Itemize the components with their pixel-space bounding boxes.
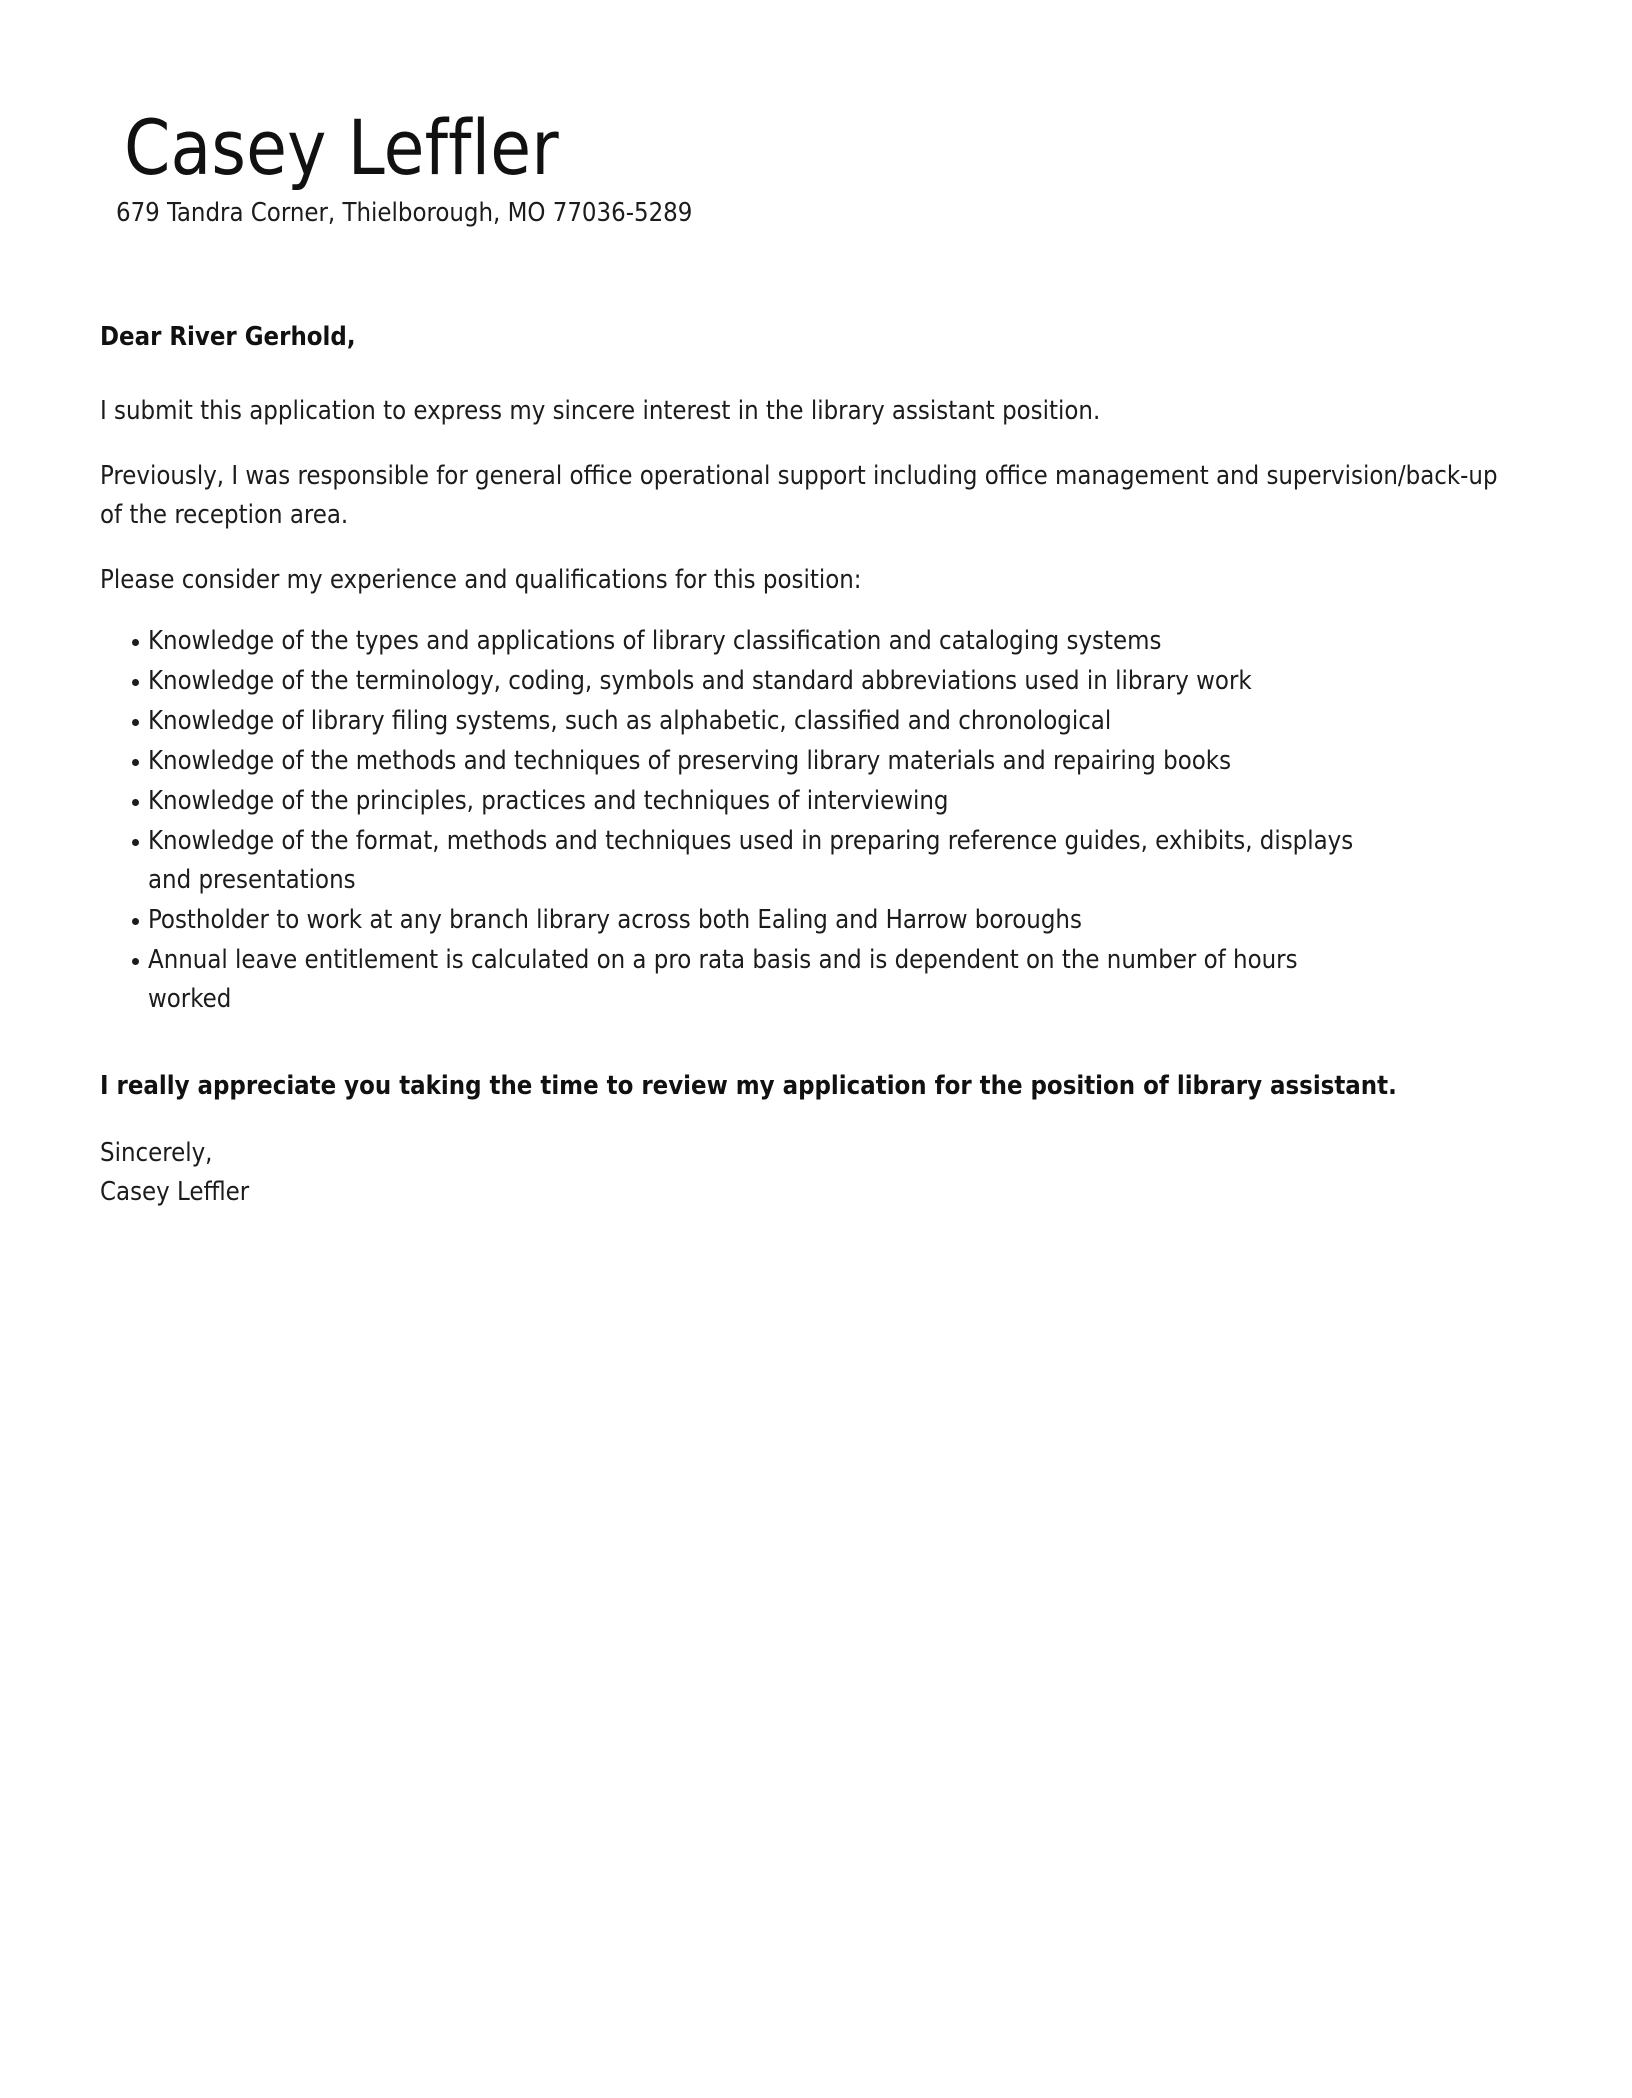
list-item: Knowledge of the format, methods and techniques used in preparing reference guides, exhibits, displays and presentations (100, 822, 1370, 900)
list-item: Knowledge of the principles, practices and techniques of interviewing (100, 782, 1370, 821)
signoff-greeting: Sincerely, (100, 1138, 213, 1168)
list-item: Knowledge of library filing systems, such as alphabetic, classified and chronological (100, 702, 1370, 741)
signoff-name: Casey Leffler (100, 1177, 250, 1207)
list-item: Knowledge of the methods and techniques of preserving library materials and repairing books (100, 742, 1370, 781)
list-item: Knowledge of the terminology, coding, symbols and standard abbreviations used in library work (100, 662, 1370, 701)
page-title: Casey Leffler (124, 102, 559, 192)
paragraph-intro: I submit this application to express my sincere interest in the library assistant position. (100, 396, 1101, 426)
list-item: Annual leave entitlement is calculated on a pro rata basis and is dependent on the number of hours worked (100, 941, 1370, 1019)
letter-body (100, 320, 1520, 1212)
list-item: Knowledge of the types and applications of library classification and cataloging systems (100, 622, 1370, 661)
closing-statement: I really appreciate you taking the time to review my application for the position of library assistant. (100, 1071, 1397, 1101)
salutation: Dear River Gerhold, (100, 322, 356, 352)
list-item: Postholder to work at any branch library across both Ealing and Harrow boroughs (100, 901, 1370, 940)
paragraph-experience: Previously, I was responsible for general office operational support including office management and supervision/back-up of the reception area. (100, 461, 1498, 530)
paragraph-list-lead-in: Please consider my experience and qualifications for this position: (100, 565, 862, 595)
qualifications-list (100, 622, 1370, 1019)
applicant-address: 679 Tandra Corner, Thielborough, MO 77036-5289 (116, 198, 693, 228)
